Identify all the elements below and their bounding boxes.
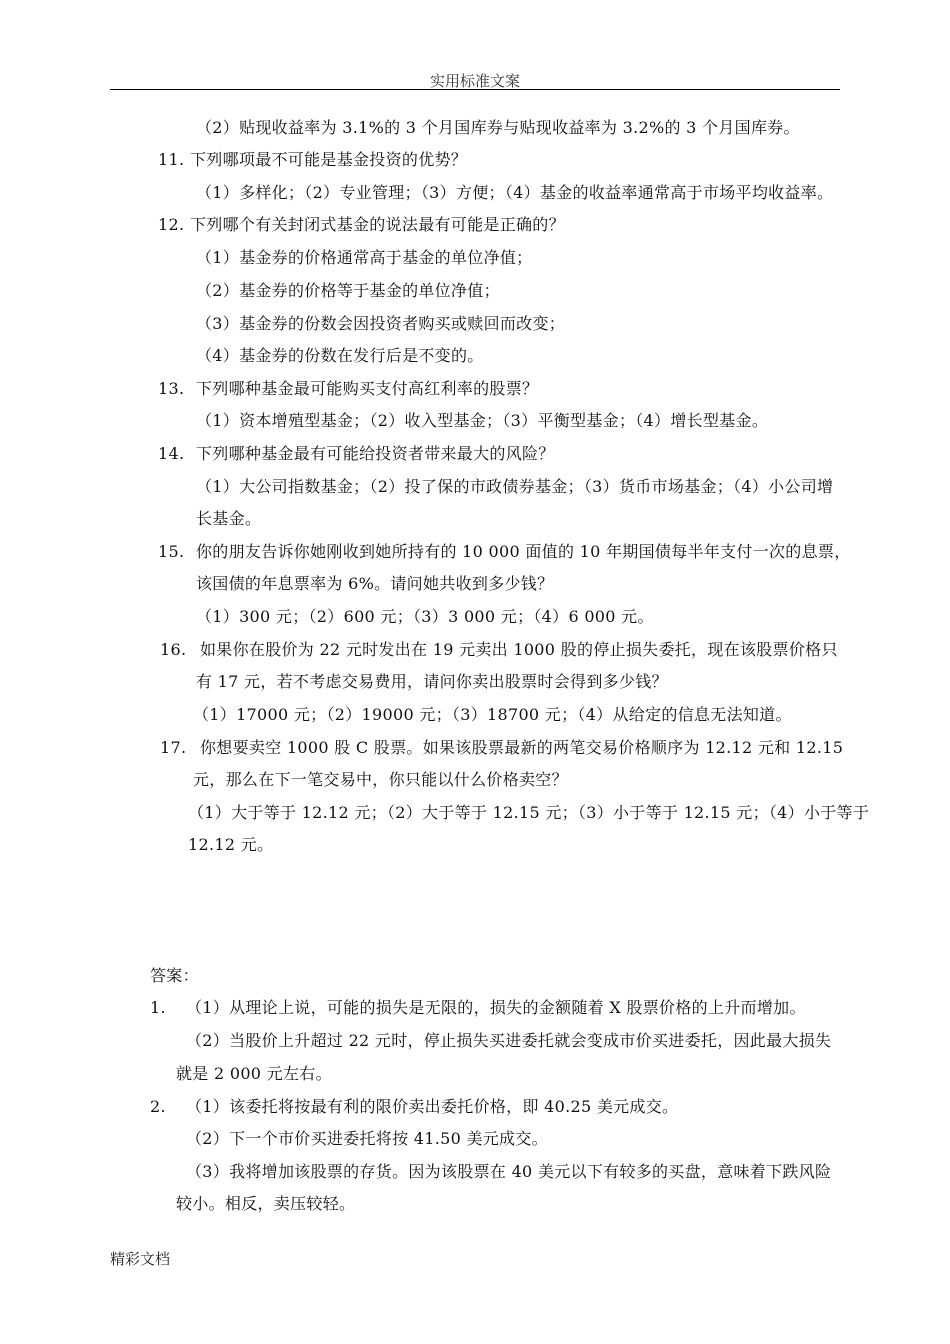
item-number: 15. — [158, 542, 185, 561]
line-text: 你的朋友告诉你她刚收到她所持有的 10 000 面值的 10 年期国债每半年支付一次的息票， — [196, 542, 851, 561]
line-text: 下列哪种基金最可能购买支付高红利率的股票？ — [196, 379, 539, 398]
line-text: 12.12 元。 — [188, 835, 274, 854]
line-text: 如果你在股价为 22 元时发出在 19 元卖出 1000 股的停止损失委托，现在该股票价格只 — [200, 640, 838, 659]
item-number: 12. — [158, 215, 185, 234]
header-divider — [110, 89, 840, 90]
line-text: （1）大公司指数基金；（2）投了保的市政债券基金；（3）货币市场基金；（4）小公司增 — [196, 477, 834, 496]
line-text: 有 17 元，若不考虑交易费用，请问你卖出股票时会得到多少钱？ — [196, 672, 668, 691]
line-text: （1）300 元；（2）600 元；（3）3 000 元；（4）6 000 元。 — [196, 607, 654, 626]
line-text: （1）该委托将按最有利的限价卖出委托价格，即 40.25 美元成交。 — [186, 1097, 679, 1116]
line-text: （2）当股价上升超过 22 元时，停止损失买进委托就会变成市价买进委托，因此最大损失 — [186, 1031, 832, 1050]
page-header: 实用标准文案 — [429, 72, 520, 90]
line-text: 就是 2 000 元左右。 — [176, 1064, 332, 1083]
line-text: 元，那么在下一笔交易中，你只能以什么价格卖空？ — [193, 770, 568, 789]
line-text: （1）资本增殖型基金；（2）收入型基金；（3）平衡型基金；（4）增长型基金。 — [196, 411, 769, 430]
line-text: 答案： — [150, 966, 199, 985]
line-text: （4）基金券的份数在发行后是不变的。 — [196, 346, 484, 365]
line-text: 下列哪项最不可能是基金投资的优势？ — [190, 150, 468, 169]
item-number: 14. — [158, 444, 185, 463]
line-text: 长基金。 — [196, 509, 262, 528]
line-text: （3）我将增加该股票的存货。因为该股票在 40 美元以下有较多的买盘，意味着下跌风险 — [186, 1162, 832, 1181]
line-text: 该国债的年息票率为 6%。请问她共收到多少钱？ — [196, 574, 554, 593]
item-number: 2. — [150, 1097, 166, 1116]
line-text: 下列哪个有关封闭式基金的说法最有可能是正确的？ — [190, 215, 565, 234]
line-text: （1）基金券的价格通常高于基金的单位净值； — [196, 248, 533, 267]
item-number: 17. — [160, 738, 187, 757]
line-text: 较小。相反，卖压较轻。 — [176, 1194, 356, 1213]
line-text: （2）基金券的价格等于基金的单位净值； — [196, 281, 500, 300]
line-text: （1）多样化；（2）专业管理；（3）方便；（4）基金的收益率通常高于市场平均收益率。 — [196, 183, 834, 202]
line-text: （3）基金券的份数会因投资者购买或赎回而改变； — [196, 314, 566, 333]
line-text: （2）下一个市价买进委托将按 41.50 美元成交。 — [186, 1129, 548, 1148]
item-number: 13. — [158, 379, 185, 398]
line-text: （1）17000 元；（2）19000 元；（3）18700 元；（4）从给定的信息无法知道。 — [193, 705, 792, 724]
line-text: 下列哪种基金最有可能给投资者带来最大的风险？ — [196, 444, 555, 463]
item-number: 11. — [158, 150, 185, 169]
item-number: 1. — [150, 998, 166, 1017]
line-text: （2）贴现收益率为 3.1%的 3 个月国库券与贴现收益率为 3.2%的 3 个月国库券。 — [196, 118, 800, 137]
line-text: （1）从理论上说，可能的损失是无限的，损失的金额随着 X 股票价格的上升而增加。 — [186, 998, 806, 1017]
line-text: （1）大于等于 12.12 元；（2）大于等于 12.15 元；（3）小于等于 12.15 元；（4）小于等于 — [188, 803, 870, 822]
page-footer: 精彩文档 — [110, 1250, 171, 1268]
line-text: 你想要卖空 1000 股 C 股票。如果该股票最新的两笔交易价格顺序为 12.12 元和 12.15 — [200, 738, 844, 757]
item-number: 16. — [160, 640, 187, 659]
